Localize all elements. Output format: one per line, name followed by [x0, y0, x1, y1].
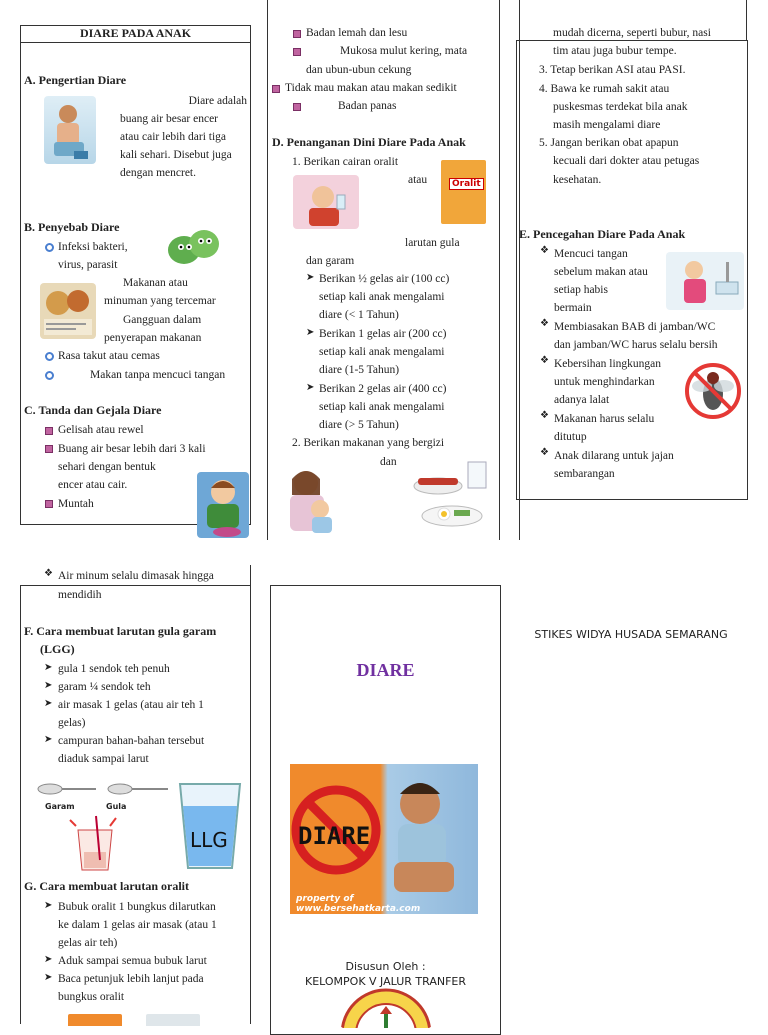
vomiting-child-image — [197, 472, 249, 538]
oralit-item: ke dalam 1 gelas air masak (atau 1 — [58, 919, 217, 931]
step-text: 5. Jangan berikan obat apapun — [539, 137, 679, 149]
germs-image — [164, 220, 224, 270]
cause-item: penyerapan makanan — [104, 332, 202, 344]
step-text: atau — [408, 174, 428, 186]
symptom-item: Muntah — [58, 498, 94, 510]
section-f-heading: (LGG) — [40, 642, 75, 656]
lgg-item: air masak 1 gelas (atau air teh 1 — [58, 699, 204, 711]
group-label: KELOMPOK V JALUR TRANFER — [304, 975, 466, 988]
symptom-item: Badan panas — [338, 100, 397, 112]
step-text: dan — [380, 456, 397, 468]
arrow-bullet-icon: ➤ — [306, 382, 315, 393]
section-a-line: kali sehari. Disebut juga — [120, 149, 232, 161]
llg-glass-image — [176, 776, 244, 874]
oralit-item: Baca petunjuk lebih lanjut pada — [58, 973, 204, 985]
mixing-glass-image — [64, 812, 124, 874]
square-bullet-icon — [293, 30, 301, 38]
child-toilet-image — [44, 96, 96, 164]
handwashing-image — [666, 252, 744, 310]
spoons-image — [34, 778, 174, 800]
prevention-item: ditutup — [554, 431, 587, 443]
square-bullet-icon — [272, 85, 280, 93]
square-bullet-icon — [45, 500, 53, 508]
lgg-item: gelas) — [58, 717, 86, 729]
panel-divider — [267, 0, 268, 540]
symptom-item: sehari dengan bentuk — [58, 461, 156, 473]
gula-label: Gula — [106, 802, 127, 811]
dose-item: diare (> 5 Tahun) — [319, 419, 399, 431]
prevention-item: dan jamban/WC harus selalu bersih — [554, 339, 718, 351]
square-bullet-icon — [293, 103, 301, 111]
step-text: kecuali dari dokter atau petugas — [553, 155, 700, 167]
section-b-heading: B. Penyebab Diare — [24, 220, 120, 234]
arrow-bullet-icon: ➤ — [306, 327, 315, 338]
square-bullet-icon — [293, 48, 301, 56]
cause-item: minuman yang tercemar — [104, 295, 216, 307]
step-text: 4. Bawa ke rumah sakit atau — [539, 83, 670, 95]
oralit-packet-small-image — [68, 1014, 122, 1026]
oralit-packet-image — [441, 160, 486, 224]
section-c-heading: C. Tanda dan Gejala Diare — [24, 403, 162, 417]
circle-bullet-icon — [45, 243, 54, 252]
diamond-bullet-icon: ❖ — [540, 410, 549, 421]
arrow-bullet-icon: ➤ — [44, 680, 53, 691]
child-drinking-image — [293, 175, 359, 229]
section-a-line: atau cair lebih dari tiga — [120, 131, 227, 143]
garam-label: Garam — [45, 802, 75, 811]
cause-item: virus, parasit — [58, 259, 118, 271]
square-bullet-icon — [45, 427, 53, 435]
no-fly-icon — [684, 360, 742, 422]
cover-title: DIARE — [356, 660, 415, 680]
dose-item: setiap kali anak mengalami — [319, 401, 445, 413]
panel-title-rule — [20, 42, 251, 43]
cause-item: Makan tanpa mencuci tangan — [90, 369, 226, 381]
mother-feeding-image — [280, 465, 346, 541]
symptom-item: Mukosa mulut kering, mata — [340, 45, 468, 57]
oralit-item: Bubuk oralit 1 bungkus dilarutkan — [58, 901, 216, 913]
diamond-bullet-icon: ❖ — [540, 355, 549, 366]
cause-item: Gangguan dalam — [123, 314, 202, 326]
prevention-item: Mencuci tangan — [554, 248, 628, 260]
dose-item: Berikan 2 gelas air (400 cc) — [319, 383, 447, 395]
panel-title: DIARE PADA ANAK — [79, 26, 192, 40]
circle-bullet-icon — [45, 371, 54, 380]
symptom-item: Tidak mau makan atau makan sedikit — [285, 82, 457, 94]
cover-image — [290, 764, 478, 914]
compiled-by-label: Disusun Oleh : — [345, 960, 426, 973]
arrow-bullet-icon: ➤ — [44, 662, 53, 673]
step-text: larutan gula — [405, 237, 460, 249]
step-text: 1. Berikan cairan oralit — [292, 156, 399, 168]
section-g-heading: G. Cara membuat larutan oralit — [24, 879, 189, 893]
continued-text: mudah dicerna, seperti bubur, nasi — [553, 27, 711, 39]
nutritious-food-image — [408, 456, 490, 532]
section-a-line: Diare adalah — [188, 95, 247, 107]
symptom-item: Badan lemah dan lesu — [306, 27, 408, 39]
lgg-item: campuran bahan-bahan tersebut — [58, 735, 205, 747]
oralit-label: Oralit — [449, 178, 484, 190]
arrow-bullet-icon: ➤ — [44, 698, 53, 709]
diamond-bullet-icon: ❖ — [44, 568, 53, 579]
dose-item: setiap kali anak mengalami — [319, 291, 445, 303]
dose-item: Berikan ½ gelas air (100 cc) — [319, 273, 450, 285]
prevention-item: Anak dilarang untuk jajan — [554, 450, 674, 462]
arrow-bullet-icon: ➤ — [44, 900, 53, 911]
oralit-item: bungkus oralit — [58, 991, 125, 1003]
symptom-item: dan ubun-ubun cekung — [306, 64, 412, 76]
panel-divider — [746, 0, 747, 40]
step-text: 2. Berikan makanan yang bergizi — [292, 437, 445, 449]
continued-text: tim atau juga bubur tempe. — [553, 45, 677, 57]
square-bullet-icon — [45, 445, 53, 453]
prevention-item: sebelum makan atau — [554, 266, 648, 278]
prevention-item: setiap habis — [554, 284, 608, 296]
diamond-bullet-icon: ❖ — [540, 318, 549, 329]
panel-rule — [20, 585, 250, 586]
cover-diare-text: DIARE — [298, 822, 371, 850]
section-a-line: buang air besar encer — [120, 113, 219, 125]
cause-item: Makanan atau — [123, 277, 188, 289]
dose-item: setiap kali anak mengalami — [319, 346, 445, 358]
arrow-bullet-icon: ➤ — [306, 272, 315, 283]
contaminated-food-image — [40, 283, 96, 339]
prevention-item: Kebersihan lingkungan — [554, 358, 661, 370]
step-text: puskesmas terdekat bila anak — [553, 101, 688, 113]
arrow-bullet-icon: ➤ — [44, 954, 53, 965]
cause-item: Rasa takut atau cemas — [58, 350, 160, 362]
section-e-heading: E. Pencegahan Diare Pada Anak — [519, 227, 686, 241]
prevention-item: untuk menghindarkan — [554, 376, 655, 388]
panel-divider — [20, 585, 21, 1024]
oralit-item: gelas air teh) — [58, 937, 118, 949]
symptom-item: Buang air besar lebih dari 3 kali — [58, 443, 206, 455]
cover-watermark: property of www.bersehatkarta.com — [296, 894, 421, 914]
prevention-item: Air minum selalu dimasak hingga — [58, 570, 214, 582]
panel-divider — [499, 0, 500, 540]
section-a-line: dengan mencret. — [120, 167, 196, 179]
oralit-item: Aduk sampai semua bubuk larut — [58, 955, 207, 967]
symptom-item: Gelisah atau rewel — [58, 424, 144, 436]
arrow-bullet-icon: ➤ — [44, 972, 53, 983]
circle-bullet-icon — [45, 352, 54, 361]
dose-item: diare (1-5 Tahun) — [319, 364, 400, 376]
section-a-text — [120, 92, 247, 182]
glass-small-image — [146, 1014, 200, 1026]
prevention-item: sembarangan — [554, 468, 615, 480]
prevention-item: Makanan harus selalu — [554, 413, 655, 425]
section-a-heading: A. Pengertian Diare — [24, 73, 127, 87]
panel-divider — [250, 565, 251, 1024]
prevention-item: Membiasakan BAB di jamban/WC — [554, 321, 716, 333]
section-f-heading: F. Cara membuat larutan gula garam — [24, 624, 217, 638]
institution-logo-image — [340, 988, 432, 1028]
diamond-bullet-icon: ❖ — [540, 447, 549, 458]
step-text: kesehatan. — [553, 174, 602, 186]
dose-item: Berikan 1 gelas air (200 cc) — [319, 328, 447, 340]
prevention-item: adanya lalat — [554, 394, 610, 406]
institution-name: STIKES WIDYA HUSADA SEMARANG — [534, 628, 728, 641]
prevention-item: mendidih — [58, 589, 102, 601]
dose-item: diare (< 1 Tahun) — [319, 309, 399, 321]
lgg-item: diaduk sampai larut — [58, 753, 149, 765]
arrow-bullet-icon: ➤ — [44, 734, 53, 745]
lgg-item: garam ¼ sendok teh — [58, 681, 151, 693]
step-text: 3. Tetap berikan ASI atau PASI. — [539, 64, 686, 76]
cause-item: Infeksi bakteri, — [58, 241, 128, 253]
lgg-item: gula 1 sendok teh penuh — [58, 663, 170, 675]
step-text: dan garam — [306, 255, 355, 267]
prevention-item: bermain — [554, 302, 592, 314]
section-d-heading: D. Penanganan Dini Diare Pada Anak — [272, 135, 466, 149]
diamond-bullet-icon: ❖ — [540, 245, 549, 256]
symptom-item: encer atau cair. — [58, 479, 128, 491]
llg-label: LLG — [190, 828, 228, 852]
step-text: masih mengalami diare — [553, 119, 661, 131]
